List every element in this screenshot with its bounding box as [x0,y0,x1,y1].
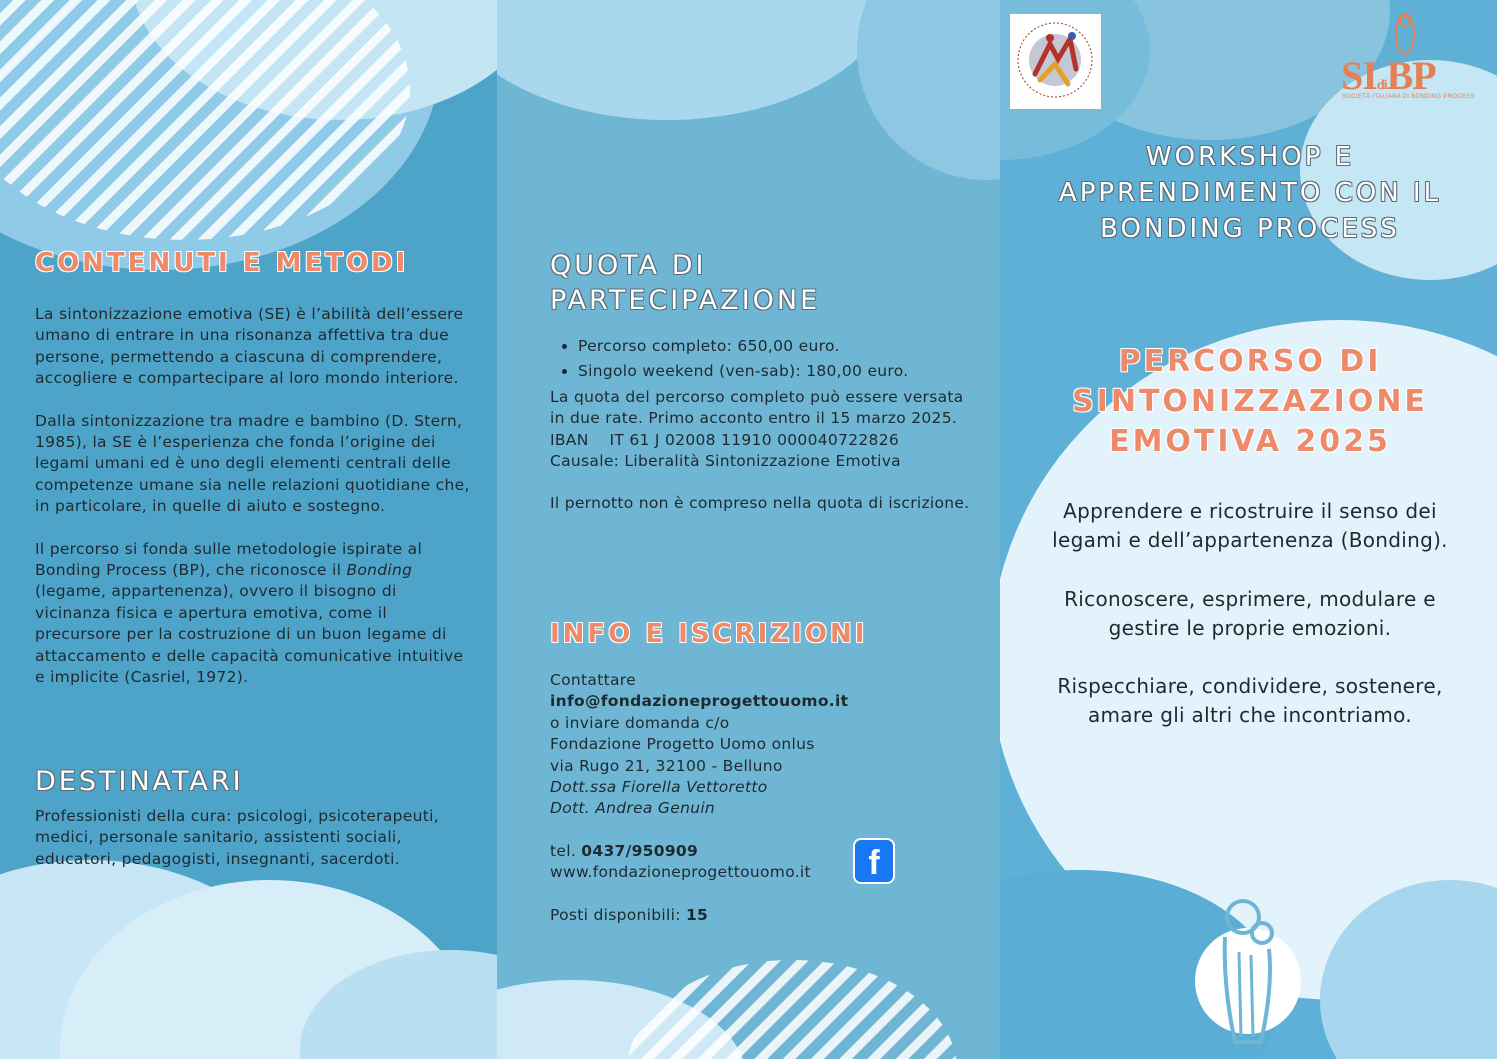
bonding-figure-logo [1195,897,1301,1049]
sibp-si: SI [1341,53,1377,98]
tagline-1: Apprendere e ricostruire il senso dei legami e dell’appartenenza (Bonding). [1052,499,1448,553]
sibp-bp: BP [1386,53,1436,98]
tagline-block [1040,497,1460,731]
sibp-figure-icon [1385,12,1425,56]
bg-blob [857,0,1000,180]
tagline-3: Rispecchiare, condividere, sostenere, amare gli altri che incontriamo. [1057,674,1443,728]
list-item: • Singolo weekend (ven-sab): 180,00 euro. [578,361,980,382]
contenuti-p3-start: Il percorso si fonda sulle metodologie ispirate al Bonding Process (BP), che riconosce il [35,539,423,580]
posti-label: Posti disponibili: [550,905,686,924]
facebook-icon[interactable]: f [855,840,893,882]
quota-title [550,248,990,318]
phone-label: tel. [550,841,582,860]
destinatari-section [35,766,475,797]
bonding-italic: Bonding [346,561,413,580]
email-link[interactable]: info@fondazioneprogettouomo.it [550,692,849,711]
fondazione-name: Fondazione Progetto Uomo onlus [550,735,815,754]
destinatari-text: Professionisti della cura: psicologi, psicoterapeuti, medici, personale sanitario, assistenti sociali, educatori, pedagogisti, insegnanti, sacerdoti. [35,807,439,868]
contact-person-1: Dott.ssa Fiorella Vettoretto [550,778,768,797]
sibp-subtitle: SOCIETÀ ITALIANA DI BONDING PROCESS [1342,94,1475,100]
inviare-label: o inviare domanda c/o [550,713,730,732]
workshop-section [1040,139,1460,247]
percorso-section [1060,342,1440,462]
bg-blob [497,0,897,120]
contenuti-section [35,248,475,278]
list-item: • Percorso completo: 650,00 euro. [578,336,980,357]
contenuti-p3-end: (legame, appartenenza), ovvero il bisogno di vicinanza fisica e apertura emotiva, come il precursore per la costruzione di un buon legame di attaccamento e delle capacità comunicative intuitive e implicite (Casriel, 1972). [35,582,464,687]
contenuti-text [35,304,475,689]
tagline-2: Riconoscere, esprimere, modulare e gestire le proprie emozioni. [1064,586,1436,640]
sibp-wordmark [1341,52,1436,99]
fondazione-logo [1010,14,1101,109]
contenuti-paragraph-3 [35,539,475,689]
contenuti-title: CONTENUTI E METODI [35,248,409,278]
quota-list [550,336,980,383]
address: via Rugo 21, 32100 - Belluno [550,756,783,775]
quota-title-line2: PARTECIPAZIONE [550,285,821,316]
posti-value: 15 [685,905,709,924]
sibp-logo [1335,12,1495,102]
contenuti-paragraph-2: Dalla sintonizzazione tra madre e bambino (D. Stern, 1985), la SE è l’esperienza che fonda l’origine dei legami umani ed è uno degli elementi centrali delle competenze umane sia nelle relazioni quotidiane che, in particolare, in quelle di aiuto e sostegno. [35,411,470,516]
info-title: INFO E ISCRIZIONI [550,619,868,649]
contattare-label: Contattare [550,671,636,689]
posti-line [550,905,980,926]
quota-paragraph: La quota del percorso completo può essere versata in due rate. Primo acconto entro il 15 marzo 2025. [550,387,964,428]
percorso-title: PERCORSO DI SINTONIZZAZIONE EMOTIVA 2025 [1072,344,1428,459]
quota-title-line1: QUOTA DI [550,250,707,281]
workshop-title: WORKSHOP E APPRENDIMENTO CON IL BONDING PROCESS [1058,142,1442,244]
fondazione-logo-icon [1010,14,1101,109]
website-link[interactable]: www.fondazioneprogettouomo.it [550,863,811,882]
stripe-pattern [627,960,957,1059]
causale-line: Causale: Liberalità Sintonizzazione Emotiva [550,452,901,471]
quota-section [550,248,990,318]
quota-text [550,336,980,515]
phone-number[interactable]: 0437/950909 [581,841,699,860]
middle-panel [497,0,1000,1059]
iban-line: IBAN IT 61 J 02008 11910 000040722826 [550,430,900,449]
sibp-di: di [1376,78,1387,93]
destinatari-title: DESTINATARI [35,766,244,797]
info-text [550,670,980,926]
right-panel [1000,0,1497,1059]
left-panel [0,0,497,1059]
mother-child-icon [1195,897,1301,1049]
phone-line [550,841,980,862]
contact-person-2: Dott. Andrea Genuin [550,799,716,818]
contenuti-paragraph-1: La sintonizzazione emotiva (SE) è l’abilità dell’essere umano di entrare in una risonanza affettiva tra due persone, permettendo a ciascuna di comprendere, accogliere e compartecipare al loro mondo interiore. [35,305,464,388]
pernotto-note: Il pernotto non è compreso nella quota di iscrizione. [550,494,970,513]
info-section [550,619,990,649]
